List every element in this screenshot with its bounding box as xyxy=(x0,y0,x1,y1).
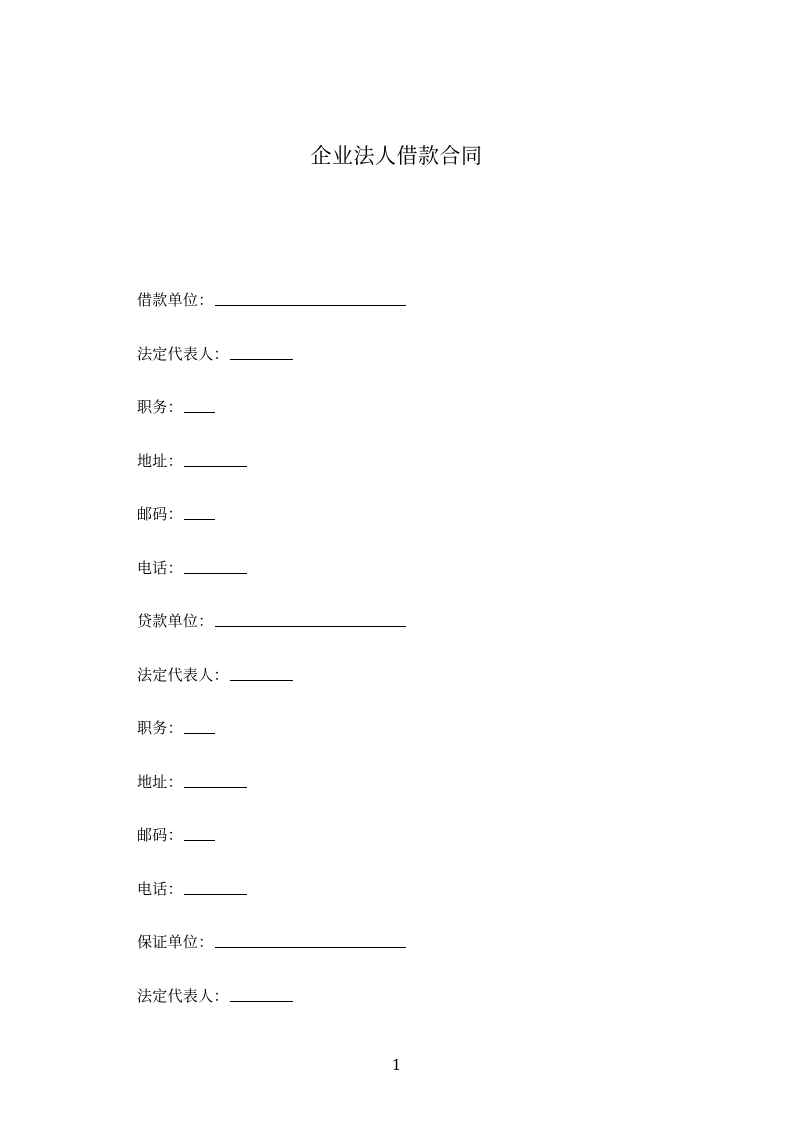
fill-in-blank[interactable] xyxy=(184,556,247,574)
borrower-unit-field xyxy=(137,288,406,342)
field-label: 法定代表人： xyxy=(137,986,229,1005)
borrower-position-field xyxy=(137,395,406,449)
field-label: 电话： xyxy=(137,879,183,898)
field-label: 职务： xyxy=(137,398,183,416)
borrower-legal-rep-field xyxy=(137,342,406,396)
fill-in-blank[interactable] xyxy=(184,823,215,841)
lender-phone-field xyxy=(137,877,406,931)
field-label: 保证单位： xyxy=(137,933,214,951)
borrower-postcode-field xyxy=(137,502,406,556)
document-title: 企业法人借款合同 xyxy=(310,144,483,168)
fill-in-blank[interactable] xyxy=(230,984,293,1002)
fill-in-blank[interactable] xyxy=(215,288,406,306)
borrower-address-field xyxy=(137,449,406,503)
guarantor-unit-field xyxy=(137,930,406,984)
field-label: 邮码： xyxy=(137,505,183,523)
guarantor-legal-rep-field xyxy=(137,984,406,1038)
lender-postcode-field xyxy=(137,823,406,877)
field-label: 电话： xyxy=(137,558,183,577)
borrower-phone-field xyxy=(137,556,406,610)
field-label: 借款单位： xyxy=(137,291,214,309)
field-label: 邮码： xyxy=(137,826,183,844)
party-info-list xyxy=(137,288,406,1037)
fill-in-blank[interactable] xyxy=(184,877,247,895)
fill-in-blank[interactable] xyxy=(230,663,293,681)
lender-unit-field xyxy=(137,609,406,663)
page-number: 1 xyxy=(391,1056,402,1074)
lender-legal-rep-field xyxy=(137,663,406,717)
fill-in-blank[interactable] xyxy=(215,609,406,627)
fill-in-blank[interactable] xyxy=(184,716,215,734)
field-label: 法定代表人： xyxy=(137,344,229,363)
field-label: 地址： xyxy=(137,451,183,470)
fill-in-blank[interactable] xyxy=(184,449,247,467)
lender-position-field xyxy=(137,716,406,770)
lender-address-field xyxy=(137,770,406,824)
field-label: 贷款单位： xyxy=(137,612,214,630)
fill-in-blank[interactable] xyxy=(215,930,406,948)
field-label: 地址： xyxy=(137,772,183,791)
fill-in-blank[interactable] xyxy=(184,502,215,520)
fill-in-blank[interactable] xyxy=(184,395,215,413)
field-label: 法定代表人： xyxy=(137,665,229,684)
field-label: 职务： xyxy=(137,719,183,737)
fill-in-blank[interactable] xyxy=(230,342,293,360)
fill-in-blank[interactable] xyxy=(184,770,247,788)
